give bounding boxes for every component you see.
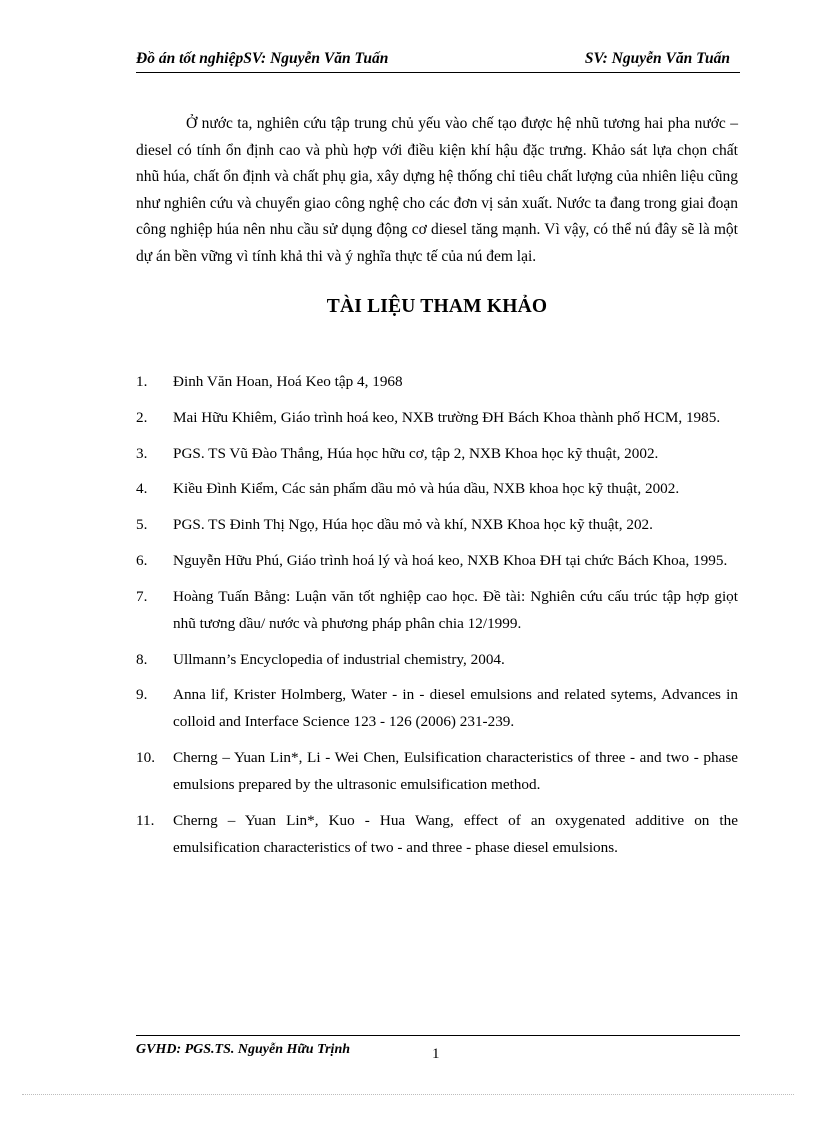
reference-number: 11. — [136, 811, 155, 829]
reference-number: 1. — [136, 373, 148, 390]
page-bottom-divider — [22, 1094, 794, 1095]
reference-item-6 — [136, 547, 738, 574]
reference-text: PGS. TS Đinh Thị Ngọ, Húa học dầu mỏ và khí, NXB Khoa học kỹ thuật, 202. — [173, 516, 653, 534]
reference-text: Đinh Văn Hoan, Hoá Keo tập 4, 1968 — [173, 373, 403, 390]
reference-number: 3. — [136, 444, 148, 462]
reference-number: 7. — [136, 587, 148, 605]
reference-number: 6. — [136, 551, 148, 569]
reference-text: Hoàng Tuấn Bằng: Luận văn tốt nghiệp cao học. Đề tài: Nghiên cứu cấu trúc tập hợp giọt nhũ tương dầu/ nước và phương pháp phân chia 12/1999. — [173, 587, 738, 632]
page-header — [136, 48, 740, 73]
reference-item-10 — [136, 744, 738, 798]
reference-list — [136, 368, 738, 870]
reference-item-4 — [136, 475, 738, 502]
reference-number: 5. — [136, 516, 148, 534]
footer-advisor: GVHD: PGS.TS. Nguyễn Hữu Trịnh — [136, 1042, 351, 1057]
reference-text: Cherng – Yuan Lin*, Li - Wei Chen, Eulsification characteristics of three - and two - phase emulsions prepared by the ultrasonic emulsification method. — [173, 749, 738, 794]
reference-number: 10. — [136, 749, 155, 767]
references-title: TÀI LIỆU THAM KHẢO — [326, 296, 548, 317]
reference-item-11 — [136, 807, 738, 861]
reference-item-5 — [136, 511, 738, 538]
reference-text: PGS. TS Vũ Đào Thắng, Húa học hữu cơ, tập 2, NXB Khoa học kỹ thuật, 2002. — [173, 444, 659, 462]
reference-text: Nguyễn Hữu Phú, Giáo trình hoá lý và hoá keo, NXB Khoa ĐH tại chức Bách Khoa, 1995. — [173, 551, 728, 569]
reference-number: 8. — [136, 650, 148, 668]
reference-item-3 — [136, 440, 738, 467]
header-right-text: SV: Nguyễn Văn Tuấn — [584, 50, 730, 67]
header-left-text: Đồ án tốt nghiệpSV: Nguyễn Văn Tuấn — [136, 50, 389, 67]
reference-item-7 — [136, 583, 738, 637]
reference-item-2 — [136, 404, 738, 431]
reference-text: Mai Hữu Khiêm, Giáo trình hoá keo, NXB trường ĐH Bách Khoa thành phố HCM, 1985. — [173, 408, 721, 426]
page-footer — [136, 1035, 740, 1066]
reference-item-1 — [136, 368, 738, 395]
reference-text: Cherng – Yuan Lin*, Kuo - Hua Wang, effect of an oxygenated additive on the emulsification characteristics of two - and three - phase diesel emulsions. — [173, 811, 738, 856]
reference-text: Kiều Đình Kiểm, Các sản phẩm dầu mỏ và húa dầu, NXB khoa học kỹ thuật, 2002. — [173, 480, 680, 498]
intro-paragraph: Ở nước ta, nghiên cứu tập trung chủ yếu vào chế tạo được hệ nhũ tương hai pha nước – diesel có tính ổn định cao và phù hợp với điều kiện khí hậu đặc trưng. Khảo sát lựa chọn chất nhũ húa, chất ổn định và chất phụ gia, xây dựng hệ thống chỉ tiêu chất lượng của nhiên liệu cũng như nghiên cứu và chuyển giao công nghệ cho các đơn vị sản xuất. Nước ta đang trong giai đoạn công nghiệp húa nên nhu cầu sử dụng động cơ diesel tăng mạnh. Vì vậy, có thể nú đây sẽ là một dự án bền vững vì tính khả thi và ý nghĩa thực tế của nú đem lại. — [136, 115, 738, 265]
reference-item-9 — [136, 681, 738, 735]
reference-item-8 — [136, 646, 738, 673]
page-number: 1 — [432, 1046, 440, 1062]
reference-number: 2. — [136, 408, 148, 426]
reference-number: 9. — [136, 686, 148, 704]
reference-text: Ullmann’s Encyclopedia of industrial chemistry, 2004. — [173, 650, 505, 668]
reference-text: Anna lif, Krister Holmberg, Water - in - diesel emulsions and related sytems, Advances in colloid and Interface Science 123 - 126 (2006) 231-239. — [173, 686, 738, 731]
reference-number: 4. — [136, 480, 148, 498]
